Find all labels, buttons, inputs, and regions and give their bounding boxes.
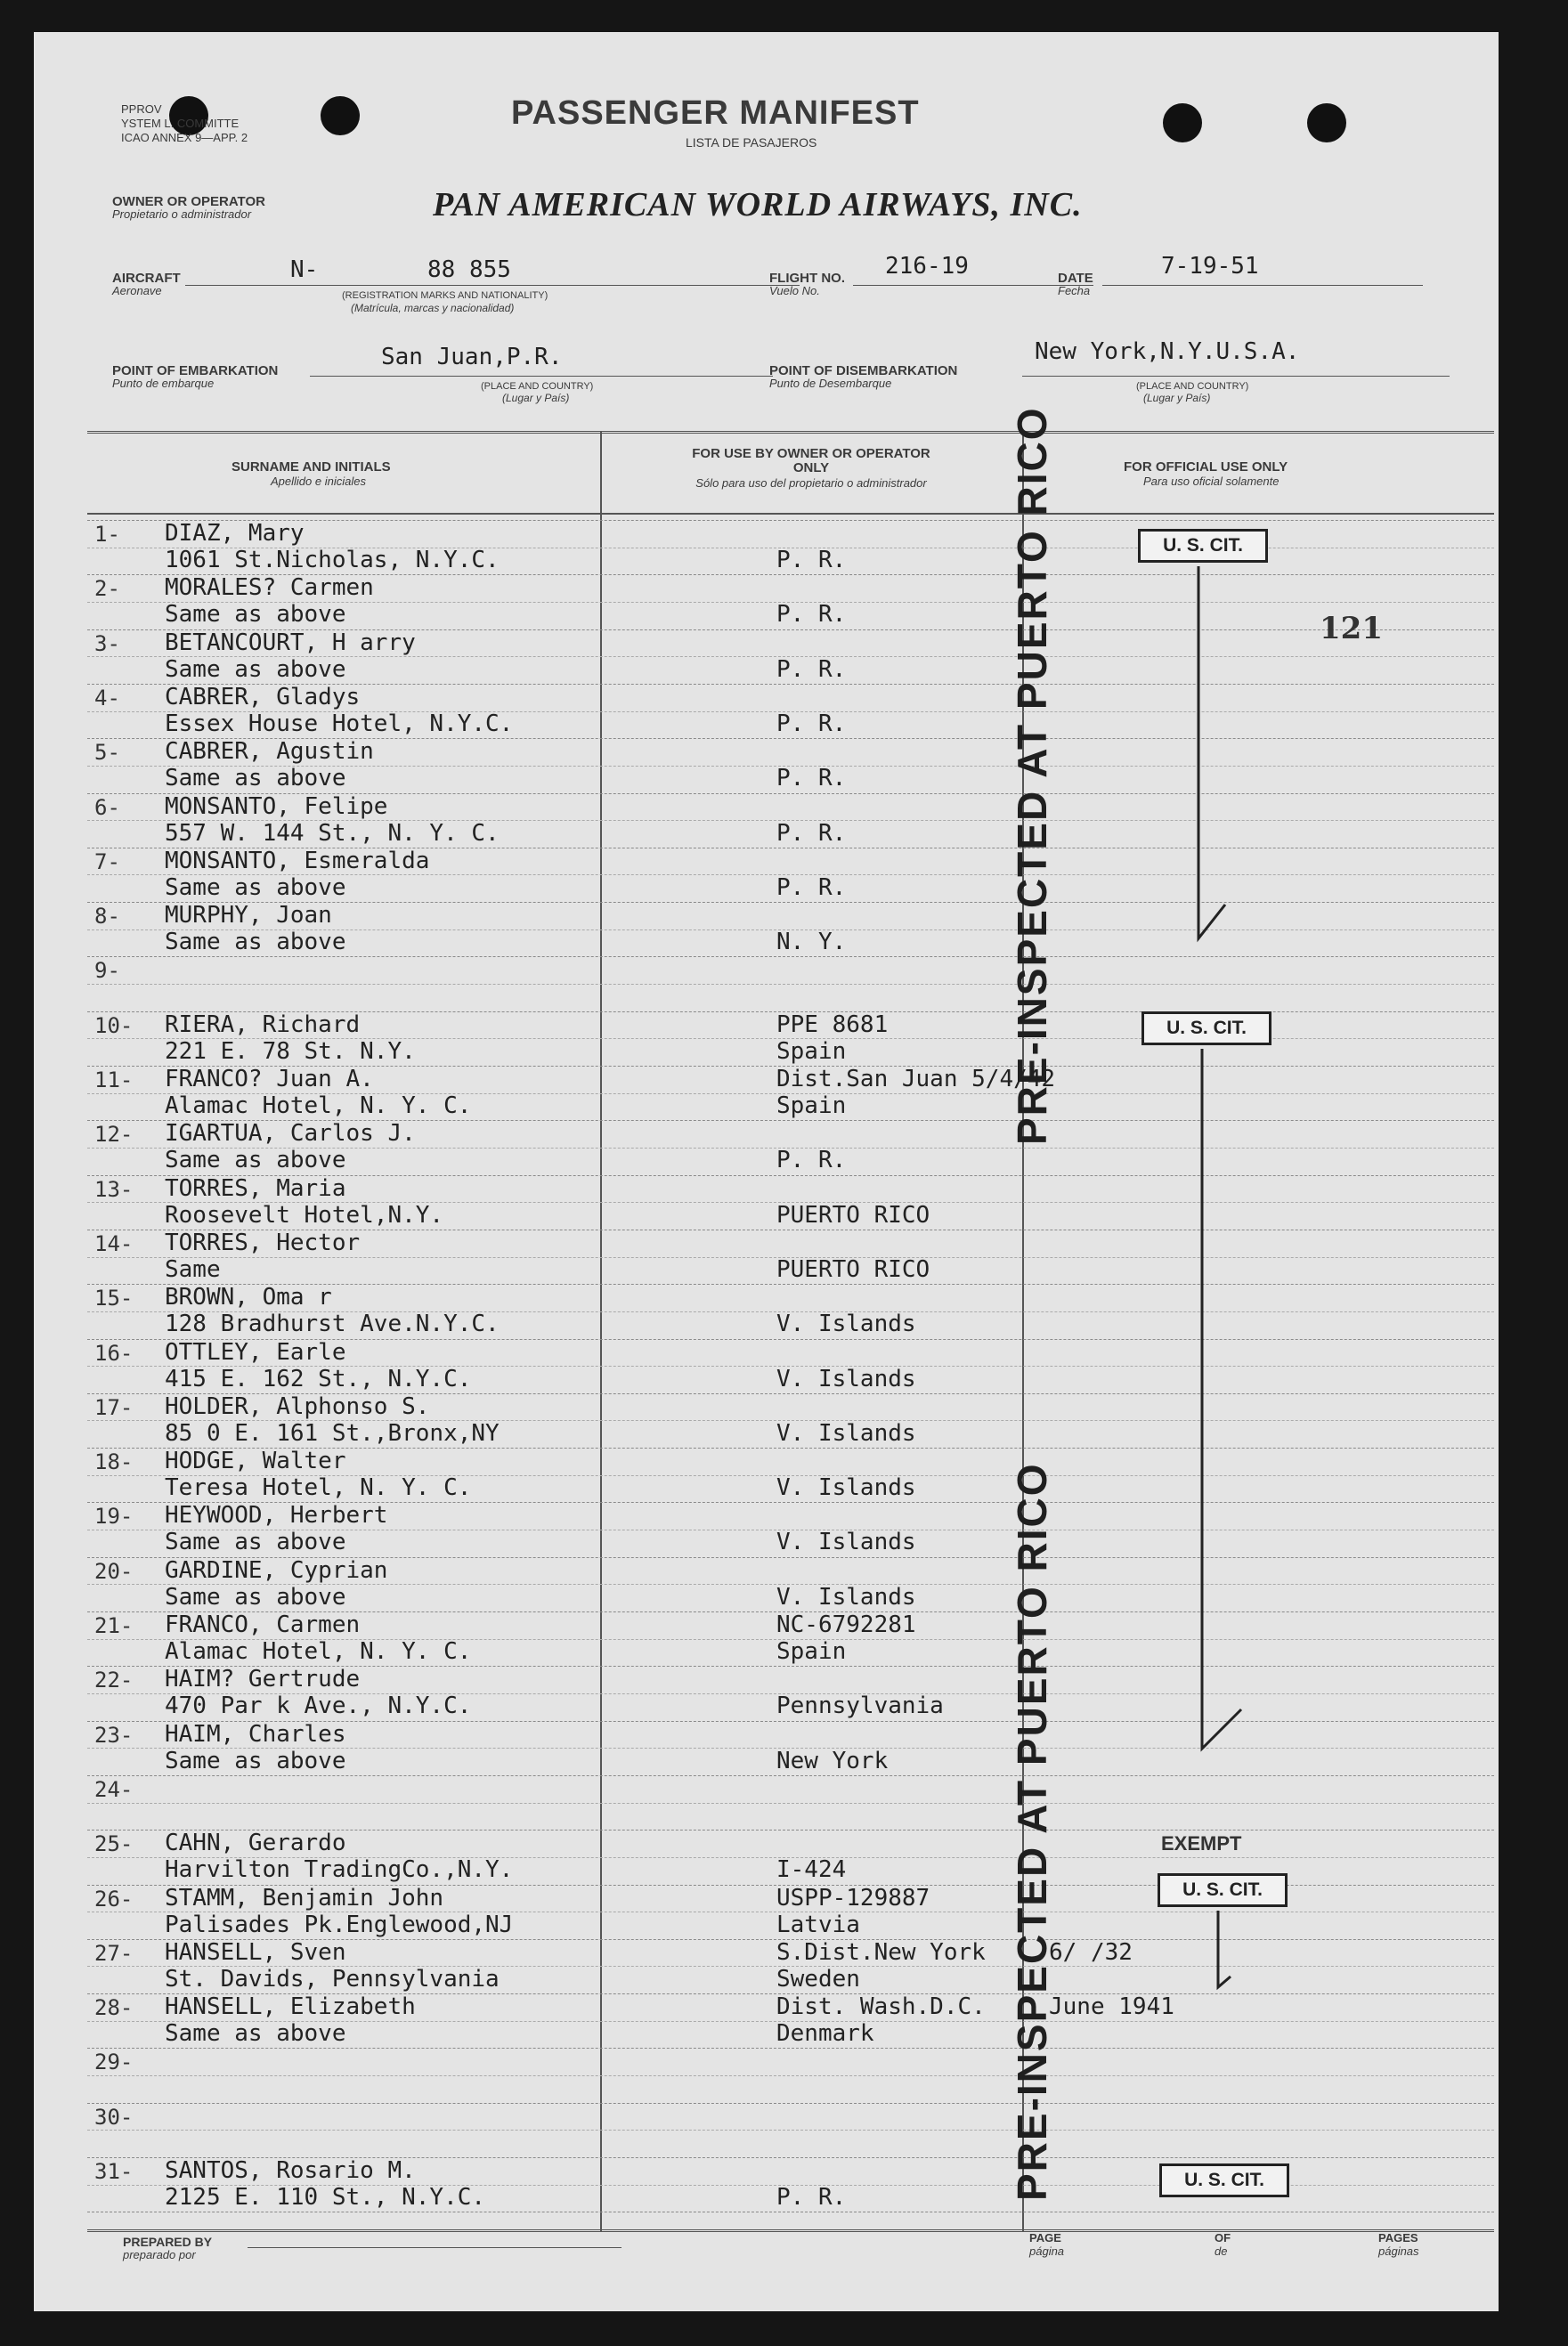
operator-origin: P. R. xyxy=(776,710,847,737)
passenger-name: HEYWOOD, Herbert xyxy=(165,1502,388,1529)
passenger-address: 85 0 E. 161 St.,Bronx,NY xyxy=(165,1420,500,1447)
official-note: June 1941 xyxy=(1049,1993,1174,2020)
row-number: 5- xyxy=(94,740,120,765)
passenger-name: GARDINE, Cyprian xyxy=(165,1557,388,1584)
row-number: 15- xyxy=(94,1286,134,1311)
passenger-name: HODGE, Walter xyxy=(165,1448,346,1474)
row-number: 31- xyxy=(94,2159,134,2184)
passenger-name: OTTLEY, Earle xyxy=(165,1339,346,1366)
page-label: PAGE xyxy=(1029,2231,1061,2245)
passenger-address: Same as above xyxy=(165,874,346,901)
of-label-es: de xyxy=(1215,2245,1228,2258)
operator-name: PAN AMERICAN WORLD AIRWAYS, INC. xyxy=(433,186,1083,223)
passenger-address: Teresa Hotel, N. Y. C. xyxy=(165,1474,472,1501)
row-number: 18- xyxy=(94,1449,134,1474)
operator-origin: V. Islands xyxy=(776,1584,916,1611)
operator-origin: Latvia xyxy=(776,1912,860,1938)
passenger-name: DIAZ, Mary xyxy=(165,520,305,547)
aircraft-label: AIRCRAFT xyxy=(112,271,181,286)
passenger-address: Harvilton TradingCo.,N.Y. xyxy=(165,1856,514,1883)
flight-label-es: Vuelo No. xyxy=(769,284,820,297)
disembark-caption: (PLACE AND COUNTRY) xyxy=(1136,381,1249,392)
embark-value: San Juan,P.R. xyxy=(381,344,563,370)
passenger-address: 470 Par k Ave., N.Y.C. xyxy=(165,1693,472,1719)
passenger-name: HANSELL, Elizabeth xyxy=(165,1993,416,2020)
passenger-name: TORRES, Maria xyxy=(165,1175,346,1202)
operator-origin: Spain xyxy=(776,1092,847,1119)
passenger-name: TORRES, Hector xyxy=(165,1230,361,1256)
passenger-name: BETANCOURT, H arry xyxy=(165,629,416,656)
passenger-name: MORALES? Carmen xyxy=(165,574,374,601)
us-cit-stamp: U. S. CIT. xyxy=(1158,1873,1288,1907)
passenger-address: Same as above xyxy=(165,1529,346,1555)
row-number: 29- xyxy=(94,2050,134,2074)
passenger-address: Same as above xyxy=(165,1584,346,1611)
passenger-name: MURPHY, Joan xyxy=(165,902,332,929)
operator-origin: P. R. xyxy=(776,2184,847,2211)
approval-line: YSTEM L. COMMITTE xyxy=(121,117,240,130)
operator-origin: Spain xyxy=(776,1038,847,1065)
operator-origin: N. Y. xyxy=(776,929,847,955)
preinspected-stamp: PRE-INSPECTED AT PUERTO RICO xyxy=(1009,1462,1055,2201)
operator-origin: P. R. xyxy=(776,601,847,628)
disembark-caption-es: (Lugar y País) xyxy=(1143,392,1211,404)
operator-origin: P. R. xyxy=(776,656,847,683)
aircraft-caption-es: (Matrícula, marcas y nacionalidad) xyxy=(351,302,515,314)
passenger-address: Alamac Hotel, N. Y. C. xyxy=(165,1638,472,1665)
owner-label-es: Propietario o administrador xyxy=(112,207,252,221)
passenger-address: 557 W. 144 St., N. Y. C. xyxy=(165,820,500,847)
flight-date: 7-19-51 xyxy=(1161,253,1259,280)
approval-line: PPROV xyxy=(121,102,162,116)
operator-note: S.Dist.New York xyxy=(776,1939,986,1966)
operator-origin: P. R. xyxy=(776,547,847,573)
passenger-address: Palisades Pk.Englewood,NJ xyxy=(165,1912,514,1938)
operator-note: PPE 8681 xyxy=(776,1011,889,1038)
row-number: 14- xyxy=(94,1231,134,1256)
operator-origin: Denmark xyxy=(776,2020,874,2047)
passenger-address: St. Davids, Pennsylvania xyxy=(165,1966,500,1993)
row-number: 21- xyxy=(94,1613,134,1638)
passenger-address: Same as above xyxy=(165,656,346,683)
passenger-address: Same as above xyxy=(165,2020,346,2047)
operator-origin: Pennsylvania xyxy=(776,1693,944,1719)
passenger-name: HAIM? Gertrude xyxy=(165,1666,361,1693)
row-number: 4- xyxy=(94,686,120,710)
aircraft-registration: 88 855 xyxy=(427,256,511,283)
bracket-line xyxy=(1202,1049,1241,1749)
owner-label: OWNER OR OPERATOR xyxy=(112,194,265,209)
row-number: 11- xyxy=(94,1067,134,1092)
operator-origin: Spain xyxy=(776,1638,847,1665)
embark-caption-es: (Lugar y País) xyxy=(502,392,570,404)
row-number: 10- xyxy=(94,1013,134,1038)
passenger-address: Same as above xyxy=(165,1748,346,1774)
preinspected-stamp: PRE-INSPECTED AT PUERTO RICO xyxy=(1009,406,1055,1145)
date-label-es: Fecha xyxy=(1058,284,1091,297)
row-number: 3- xyxy=(94,631,120,656)
flight-number: 216-19 xyxy=(885,253,969,280)
pages-label-es: páginas xyxy=(1378,2245,1419,2258)
prepared-by-label: PREPARED BY xyxy=(123,2235,213,2249)
passenger-address: Same xyxy=(165,1256,221,1283)
passenger-name: BROWN, Oma r xyxy=(165,1284,332,1311)
operator-origin: P. R. xyxy=(776,765,847,791)
row-number: 23- xyxy=(94,1723,134,1748)
row-number: 16- xyxy=(94,1341,134,1366)
passenger-address: 128 Bradhurst Ave.N.Y.C. xyxy=(165,1311,500,1337)
passenger-address: 221 E. 78 St. N.Y. xyxy=(165,1038,416,1065)
col-header-operator-es: Sólo para uso del propietario o administrador xyxy=(695,476,927,490)
row-number: 8- xyxy=(94,904,120,929)
prepared-by-underline xyxy=(248,2247,622,2248)
row-number: 27- xyxy=(94,1941,134,1966)
bracket-line xyxy=(1198,566,1225,938)
passenger-address: Roosevelt Hotel,N.Y. xyxy=(165,1202,444,1229)
row-number: 12- xyxy=(94,1122,134,1147)
operator-origin: V. Islands xyxy=(776,1366,916,1392)
passenger-name: RIERA, Richard xyxy=(165,1011,361,1038)
operator-note: NC-6792281 xyxy=(776,1611,916,1638)
passenger-address: Alamac Hotel, N. Y. C. xyxy=(165,1092,472,1119)
operator-origin: P. R. xyxy=(776,820,847,847)
passenger-name: CABRER, Gladys xyxy=(165,684,361,710)
passenger-address: Same as above xyxy=(165,1147,346,1173)
passenger-name: HOLDER, Alphonso S. xyxy=(165,1393,430,1420)
flight-label: FLIGHT NO. xyxy=(769,271,845,286)
aircraft-prefix: N- xyxy=(290,256,319,283)
form-subtitle: LISTA DE PASAJEROS xyxy=(686,135,817,150)
passenger-name: HAIM, Charles xyxy=(165,1721,346,1748)
row-number: 9- xyxy=(94,958,120,983)
row-number: 2- xyxy=(94,576,120,601)
row-number: 19- xyxy=(94,1504,134,1529)
operator-note: Dist.San Juan 5/4/42 xyxy=(776,1066,1056,1092)
embark-label: POINT OF EMBARKATION xyxy=(112,363,279,378)
row-number: 13- xyxy=(94,1177,134,1202)
us-cit-stamp: U. S. CIT. xyxy=(1138,529,1268,563)
aircraft-label-es: Aeronave xyxy=(112,284,162,297)
passenger-name: HANSELL, Sven xyxy=(165,1939,346,1966)
row-number: 25- xyxy=(94,1831,134,1856)
embark-label-es: Punto de embarque xyxy=(112,377,215,390)
row-number: 26- xyxy=(94,1887,134,1912)
operator-origin: I-424 xyxy=(776,1856,847,1883)
row-number: 6- xyxy=(94,795,120,820)
aircraft-caption: (REGISTRATION MARKS AND NATIONALITY) xyxy=(342,290,548,301)
col-header-operator: FOR USE BY OWNER OR OPERATOR ONLY xyxy=(692,446,930,475)
col-header-official: FOR OFFICIAL USE ONLY xyxy=(1124,459,1288,475)
row-number: 24- xyxy=(94,1777,134,1802)
col-header-official-es: Para uso oficial solamente xyxy=(1143,475,1280,488)
operator-note: Dist. Wash.D.C. xyxy=(776,1993,986,2020)
col-header-surname-es: Apellido e iniciales xyxy=(271,475,366,488)
passenger-name: FRANCO, Carmen xyxy=(165,1611,361,1638)
approval-line: ICAO ANNEX 9—APP. 2 xyxy=(121,131,248,144)
passenger-address: 415 E. 162 St., N.Y.C. xyxy=(165,1366,472,1392)
row-number: 28- xyxy=(94,1995,134,2020)
operator-origin: Sweden xyxy=(776,1966,860,1993)
operator-origin: P. R. xyxy=(776,874,847,901)
manifest-page xyxy=(34,32,1499,2311)
form-title: PASSENGER MANIFEST xyxy=(511,94,920,132)
prepared-by-label-es: preparado por xyxy=(123,2248,196,2261)
disembark-label-es: Punto de Desembarque xyxy=(769,377,892,390)
disembark-value: New York,N.Y.U.S.A. xyxy=(1035,338,1300,365)
operator-origin: V. Islands xyxy=(776,1420,916,1447)
passenger-name: MONSANTO, Esmeralda xyxy=(165,848,430,874)
row-number: 17- xyxy=(94,1395,134,1420)
page-label-es: página xyxy=(1029,2245,1065,2258)
of-label: OF xyxy=(1215,2231,1231,2245)
row-number: 30- xyxy=(94,2105,134,2130)
passenger-name: IGARTUA, Carlos J. xyxy=(165,1120,416,1147)
operator-origin: P. R. xyxy=(776,1147,847,1173)
passenger-address: 2125 E. 110 St., N.Y.C. xyxy=(165,2184,486,2211)
bracket-line xyxy=(1218,1911,1231,1987)
exempt-stamp: EXEMPT xyxy=(1161,1832,1242,1855)
passenger-name: CAHN, Gerardo xyxy=(165,1830,346,1856)
row-number: 20- xyxy=(94,1559,134,1584)
pages-label: PAGES xyxy=(1378,2231,1418,2245)
operator-origin: PUERTO RICO xyxy=(776,1256,930,1283)
operator-note: USPP-129887 xyxy=(776,1885,930,1912)
date-label: DATE xyxy=(1058,271,1093,286)
disembark-label: POINT OF DISEMBARKATION xyxy=(769,363,958,378)
passenger-address: Same as above xyxy=(165,765,346,791)
passenger-count-note: 121 xyxy=(1320,611,1383,646)
passenger-address: Essex House Hotel, N.Y.C. xyxy=(165,710,514,737)
passenger-name: MONSANTO, Felipe xyxy=(165,793,388,820)
operator-origin: PUERTO RICO xyxy=(776,1202,930,1229)
operator-origin: V. Islands xyxy=(776,1474,916,1501)
row-number: 7- xyxy=(94,849,120,874)
passenger-address: 1061 St.Nicholas, N.Y.C. xyxy=(165,547,500,573)
operator-origin: V. Islands xyxy=(776,1311,916,1337)
embark-caption: (PLACE AND COUNTRY) xyxy=(481,381,594,392)
row-number: 22- xyxy=(94,1668,134,1693)
passenger-address: Same as above xyxy=(165,601,346,628)
passenger-address: Same as above xyxy=(165,929,346,955)
operator-origin: V. Islands xyxy=(776,1529,916,1555)
us-cit-stamp: U. S. CIT. xyxy=(1159,2163,1289,2197)
operator-origin: New York xyxy=(776,1748,889,1774)
ditto-brackets xyxy=(34,32,1499,2311)
passenger-name: CABRER, Agustin xyxy=(165,738,374,765)
passenger-name: STAMM, Benjamin John xyxy=(165,1885,444,1912)
us-cit-stamp: U. S. CIT. xyxy=(1141,1011,1271,1045)
col-header-surname: SURNAME AND INITIALS xyxy=(232,459,391,475)
official-note: 6/ /32 xyxy=(1049,1939,1133,1966)
passenger-name: SANTOS, Rosario M. xyxy=(165,2157,416,2184)
row-number: 1- xyxy=(94,522,120,547)
passenger-name: FRANCO? Juan A. xyxy=(165,1066,374,1092)
